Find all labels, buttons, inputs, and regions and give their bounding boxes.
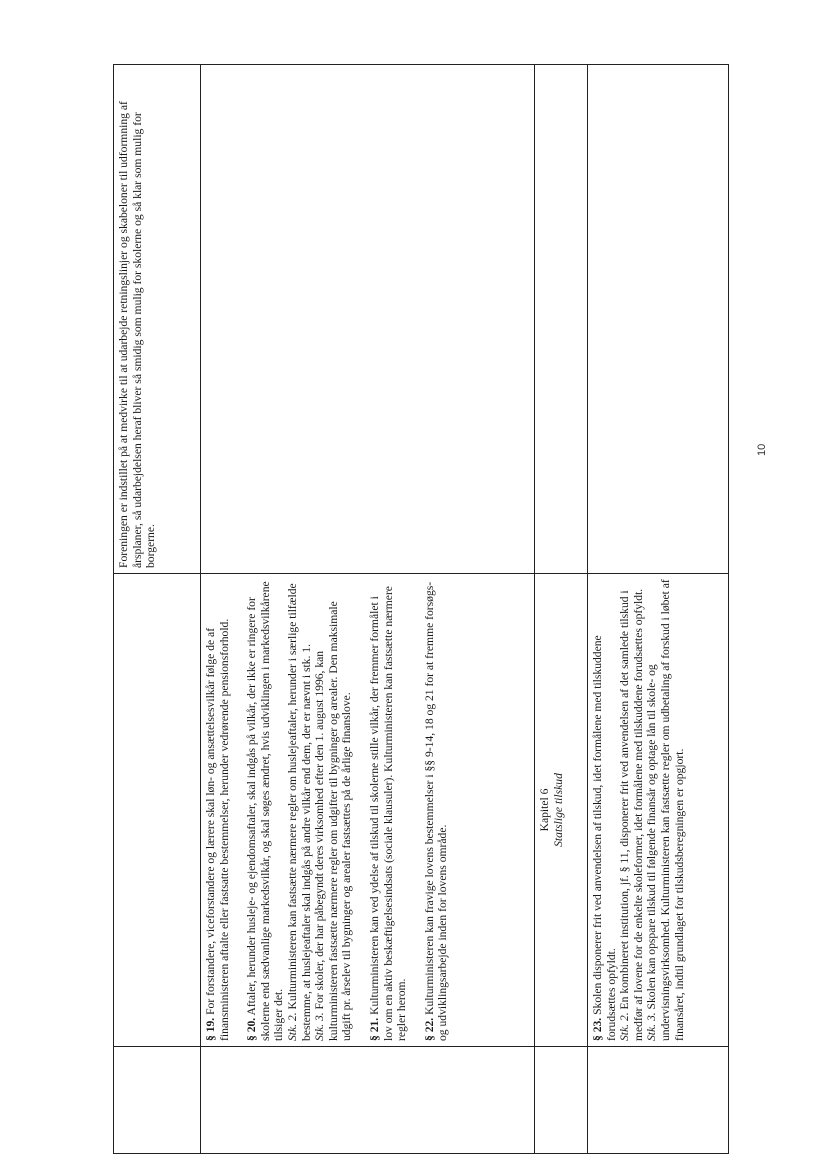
chapter-title: Statslige tilskud	[551, 773, 565, 847]
table-row	[535, 65, 588, 1154]
table-cell-empty	[201, 1047, 535, 1154]
table-row	[114, 65, 201, 1154]
page-number: 10	[756, 443, 768, 456]
table-cell-empty	[535, 1047, 588, 1154]
section-text: Kulturministeren kan fravige lovens bestemmelser i §§ 9-14, 18 og 21 for at fremme forsøgs- og udviklingsarbejde inden for lovens område.	[422, 581, 450, 1041]
section-label: § 20.	[245, 1017, 259, 1041]
stk-text: For skoler, der har påbegyndt deres virksomhed efter den 1. august 1996, kan kulturministeren fastsætte nærmere regler om udgifter til bygninger og arealer. Den maksimale udgift pr. årselev til bygninger og arealer fastsættes på de årlige finanslove.	[313, 601, 354, 1041]
section-text: Skolen disponerer frit ved anvendelsen af tilskud, idet formålene med tilskuddene forudsættes opfyldt.	[591, 635, 618, 1041]
table-cell-empty	[114, 1047, 201, 1154]
comment-text: Foreningen er indstillet på at medvirke til at udarbejde retningslinjer og skabeloner til udformning af årsplaner, så udarbejdelsen heraf bliver så smidig som mulig for skolerne og så klar som mulig for borgerne.	[117, 101, 158, 568]
section-label: § 19.	[204, 1017, 217, 1041]
section-text: Kulturministeren kan ved ydelse af tilskud til skolerne stille vilkår, der fremmer formålet i lov om en aktiv beskæftigelsesindsats (sociale klausuler). Kulturministeren kan fastsætte nærmere regler herom.	[367, 586, 409, 1041]
commentary-table	[113, 64, 729, 1154]
table-cell-law-text	[588, 574, 729, 1047]
table-cell-empty	[114, 574, 201, 1047]
rotated-table-wrapper	[113, 98, 700, 1154]
stk-label: Stk. 3.	[313, 1012, 327, 1041]
table-row	[201, 65, 535, 1154]
table-cell-law-text	[201, 574, 535, 1047]
stk-text: Skolen kan opspare tilskud til følgende finansår og optage lån til skole- og undervisningsvirksomhed. Kulturministeren kan fastsætte regler om udbetaling af forskud i løbet af finansåret, indtil grundlaget for tilskudsberegningen er opgjort.	[645, 579, 686, 1041]
table-cell-empty	[588, 65, 729, 574]
table-cell-empty	[201, 65, 535, 574]
table-row	[588, 65, 729, 1154]
section-label: § 23.	[591, 1017, 604, 1041]
paragraph-22	[423, 579, 450, 1041]
section-label: § 22.	[422, 1017, 436, 1041]
chapter-number: Kapitel 6	[538, 788, 551, 832]
section-label: § 21.	[367, 1017, 381, 1041]
stk-text: En kombineret institution, jf. § 11, disponerer frit ved anvendelsen af det samlede tilskud i medfør af lovene for de enkelte skoleformer, idet formålene med tilskuddene forudsættes opfyldt.	[618, 588, 645, 1041]
stk-label: Stk. 2.	[618, 1012, 632, 1041]
paragraph-19	[204, 579, 231, 1041]
section-text: Aftaler, herunder husleje- og ejendomsaftaler, skal indgås på vilkår, der ikke er ringere for skolerne end sædvanlige markedsvilkår, og skal søges ændret, hvis udviklingen i markedsvilkårene tilsiger det.	[245, 581, 286, 1041]
table-cell-empty	[535, 65, 588, 574]
paragraph-23	[591, 579, 686, 1041]
stk-label: Stk. 2.	[285, 1012, 299, 1041]
section-text: For forstandere, viceforstandere og lærere skal løn- og ansættelsesvilkår følge de af finansministeren aftalte eller fastsatte bestemmelser, herunder vedrørende pensionsforhold.	[204, 618, 231, 1041]
stk-label: Stk. 3.	[645, 1012, 659, 1041]
table-cell-comment	[114, 65, 201, 574]
paragraph-21	[368, 579, 409, 1041]
stk-text: Kulturministeren kan fastsætte nærmere regler om huslejeaftaler, herunder i særlige tilfælde bestemme, at huslejeaftaler skal indgås på andre vilkår end dem, der er nævnt i stk. 1.	[285, 583, 313, 1041]
table-cell-empty	[588, 1047, 729, 1154]
paragraph-20	[245, 579, 354, 1041]
table-cell-chapter-heading	[535, 574, 588, 1047]
